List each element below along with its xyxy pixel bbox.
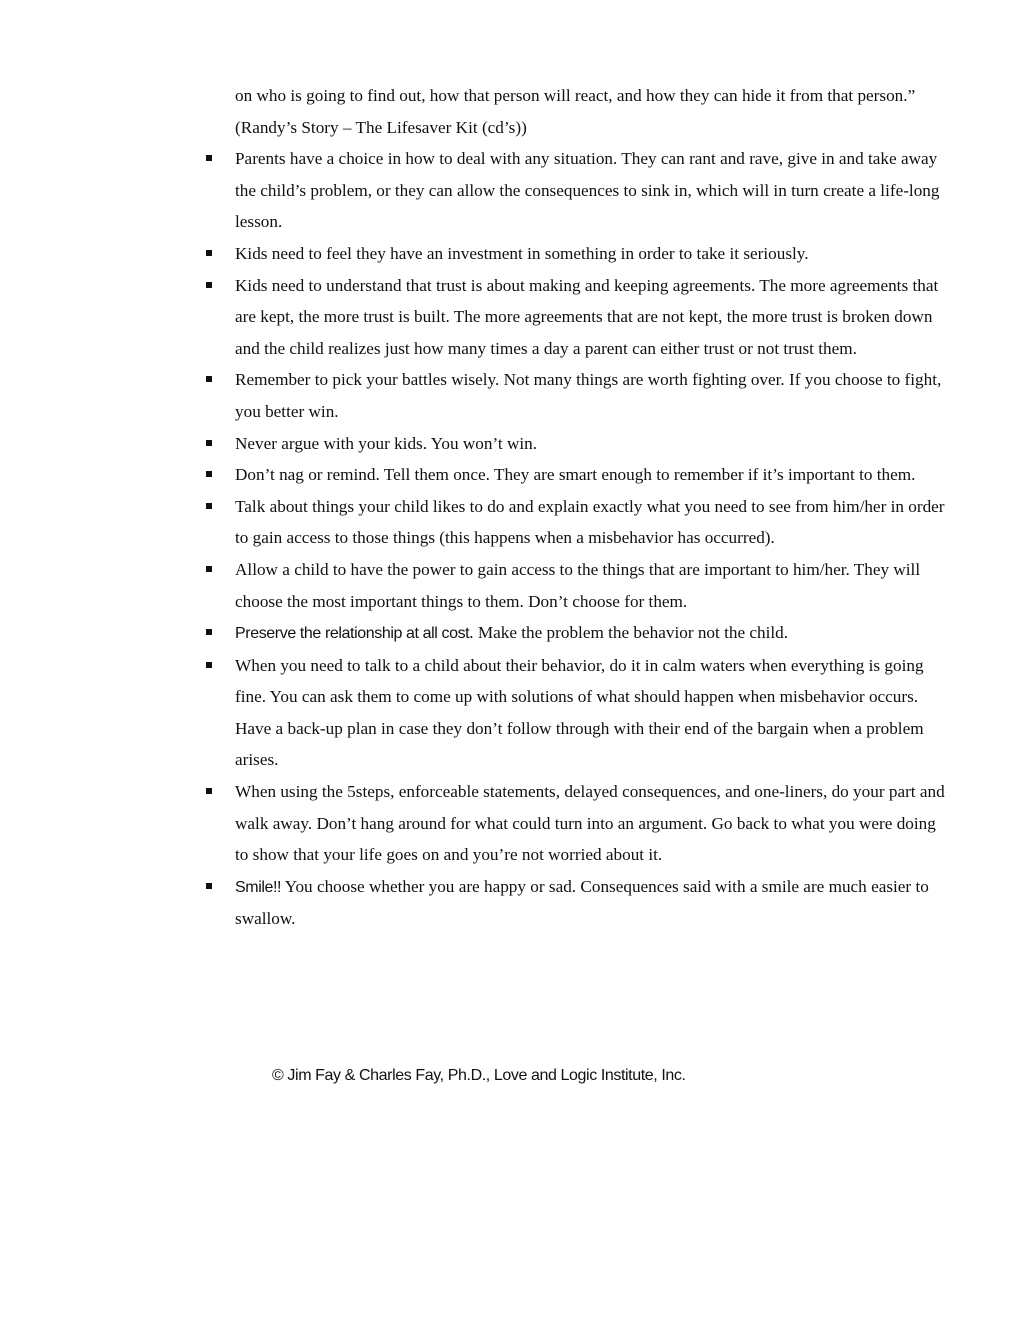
square-bullet-icon — [206, 376, 212, 382]
bullet-item — [235, 428, 945, 460]
square-bullet-icon — [206, 566, 212, 572]
bullet-lead-text: Preserve the relationship at all cost — [235, 625, 470, 643]
square-bullet-icon — [206, 883, 212, 889]
bullet-text: Kids need to understand that trust is about making and keeping agreements. The more agreements that are kept, the more trust is built. The more agreements that are not kept, the more trust is broken down and the child realizes just how many times a day a parent can either trust or not trust them. — [235, 275, 939, 358]
bullet-item — [235, 650, 945, 776]
bullet-text: When using the 5steps, enforceable statements, delayed consequences, and one-liners, do your part and walk away. Don’t hang around for what could turn into an argument. Go back to what you were doing to show that your life goes on and you’re not worried about it. — [235, 782, 945, 865]
square-bullet-icon — [206, 662, 212, 668]
bullet-item — [235, 491, 945, 554]
square-bullet-icon — [206, 471, 212, 477]
bullet-item — [235, 238, 945, 270]
bullet-text: Kids need to feel they have an investment in something in order to take it seriously. — [235, 243, 809, 263]
square-bullet-icon — [206, 250, 212, 256]
bullet-lead-text: Smile!! — [235, 878, 282, 896]
bullet-text: When you need to talk to a child about their behavior, do it in calm waters when everything is going fine. You can ask them to come up with solutions of what should happen when misbehavior occurs. Have a back-up plan in case they don’t follow through with their end of the bargain when a problem arises. — [235, 655, 924, 770]
bullet-item — [235, 871, 945, 935]
bullet-item — [235, 143, 945, 238]
continued-paragraph: on who is going to find out, how that person will react, and how they can hide it from that person.” (Randy’s Story – The Lifesaver Kit (cd’s)) — [235, 86, 916, 137]
bullet-item — [235, 776, 945, 871]
bullet-item — [235, 617, 945, 650]
bullet-text: Talk about things your child likes to do and explain exactly what you need to see from him/her in order to gain access to those things (this happens when a misbehavior has occurred). — [235, 496, 945, 548]
square-bullet-icon — [206, 282, 212, 288]
square-bullet-icon — [206, 440, 212, 446]
square-bullet-icon — [206, 629, 212, 635]
bullet-item — [235, 554, 945, 617]
square-bullet-icon — [206, 788, 212, 794]
copyright-footer: © Jim Fay & Charles Fay, Ph.D., Love and Logic Institute, Inc. — [272, 1067, 686, 1084]
bullet-text: Parents have a choice in how to deal with any situation. They can rant and rave, give in and take away the child’s problem, or they can allow the consequences to sink in, which will in turn create a life-long lesson. — [235, 149, 940, 232]
bullet-text: Never argue with your kids. You won’t win. — [235, 433, 538, 453]
bullet-item — [235, 364, 945, 427]
bullet-text: You choose whether you are happy or sad. Consequences said with a smile are much easier to swallow. — [235, 876, 929, 929]
bullet-list — [235, 143, 945, 935]
document-body — [235, 80, 945, 935]
bullet-item — [235, 459, 945, 491]
bullet-text: . Make the problem the behavior not the child. — [469, 623, 789, 643]
square-bullet-icon — [206, 155, 212, 161]
bullet-text: Don’t nag or remind. Tell them once. They are smart enough to remember if it’s important to them. — [235, 465, 916, 485]
bullet-text: Allow a child to have the power to gain access to the things that are important to him/her. They will choose the most important things to them. Don’t choose for them. — [235, 559, 921, 611]
bullet-item — [235, 270, 945, 365]
square-bullet-icon — [206, 503, 212, 509]
bullet-text: Remember to pick your battles wisely. Not many things are worth fighting over. If you choose to fight, you better win. — [235, 370, 942, 421]
